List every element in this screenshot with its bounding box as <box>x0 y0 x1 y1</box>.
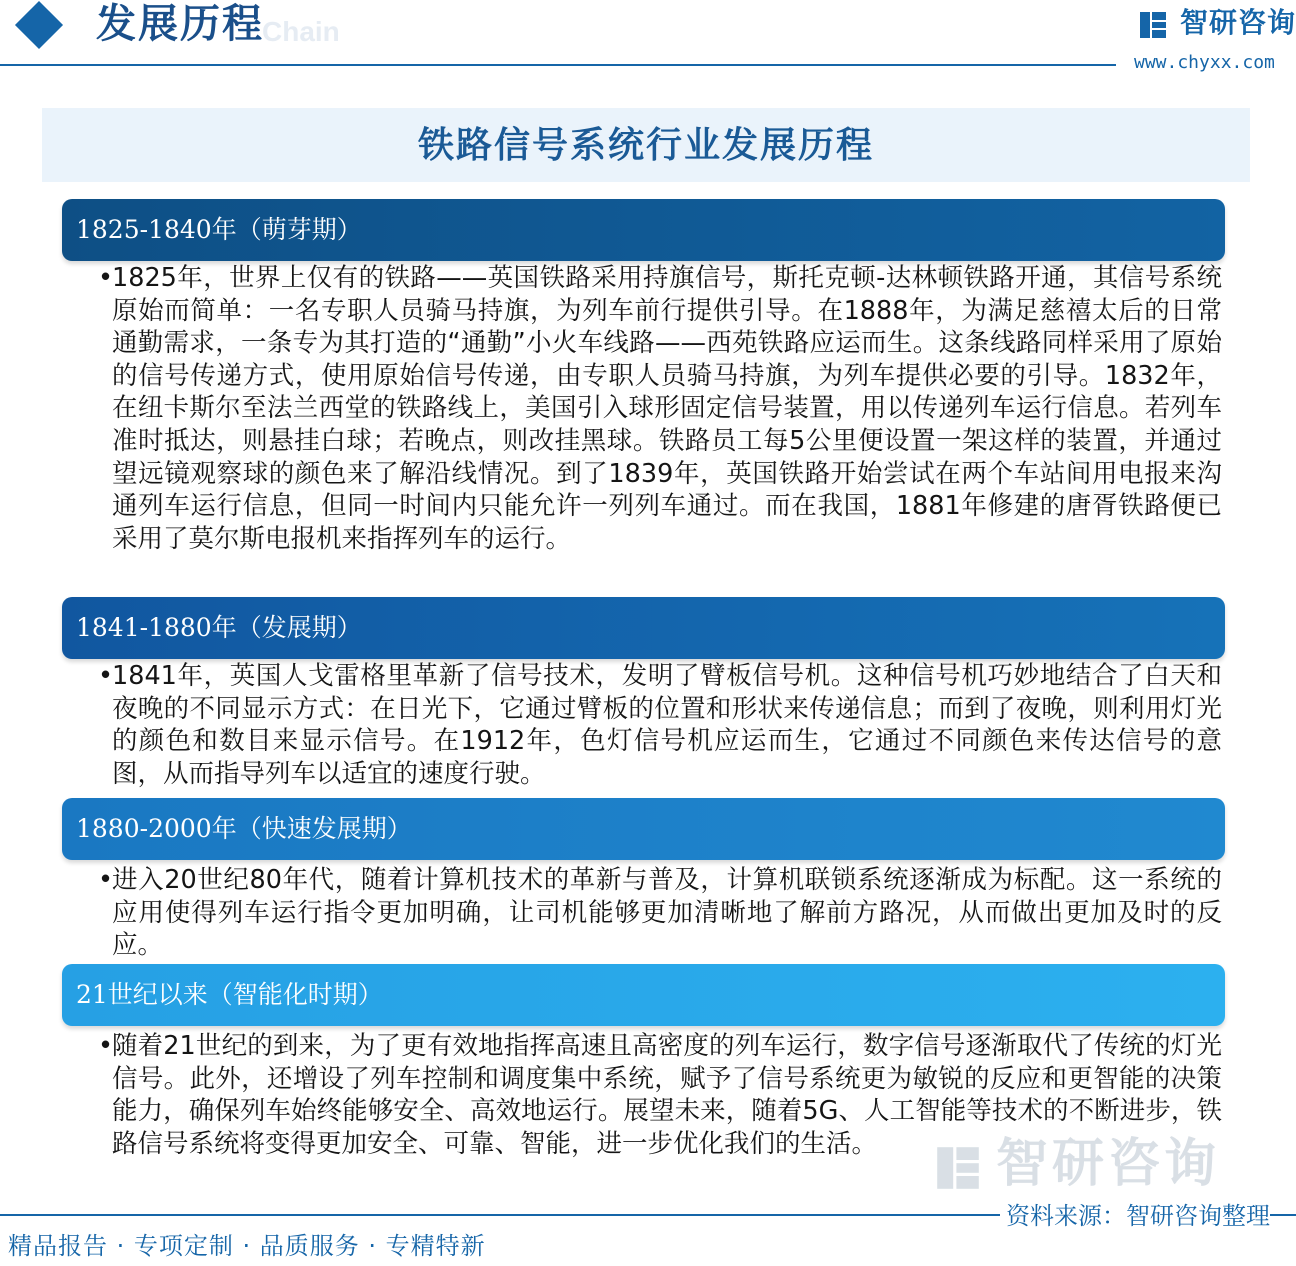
period-paragraph-2 <box>98 660 1222 790</box>
period-paragraph-3 <box>98 864 1222 962</box>
main-title-bar <box>42 108 1250 182</box>
footer-slogan: 精品报告 · 专项定制 · 品质服务 · 专精特新 <box>8 1232 486 1260</box>
period-header-2 <box>62 597 1225 659</box>
period-text: 进入20世纪80年代，随着计算机技术的革新与普及，计算机联锁系统逐渐成为标配。这一系统的应用使得列车运行指令更加明确，让司机能够更加清晰地了解前方路况，从而做出更加及时的反应。 <box>112 865 1222 961</box>
watermark: 智研咨询 <box>996 1134 1221 1194</box>
period-header-4 <box>62 964 1225 1026</box>
header-ghost-text: Chain <box>262 16 340 47</box>
watermark-logo-icon <box>934 1144 982 1192</box>
header-divider <box>0 64 1116 66</box>
bullet-icon: • <box>98 661 114 691</box>
period-label: 1825-1840年（萌芽期） <box>76 215 362 244</box>
main-title: 铁路信号系统行业发展历程 <box>417 124 874 166</box>
period-text: 1841年，英国人戈雷格里革新了信号技术，发明了臂板信号机。这种信号机巧妙地结合了白天和夜晚的不同显示方式：在日光下，它通过臂板的位置和形状来传递信息；而到了夜晚，则利用灯光的颜色和数目来显示信号。在1912年，色灯信号机应运而生，它通过不同颜色来传达信号的意图，从而指导列车以适宜的速度行驶。 <box>112 661 1222 789</box>
source-note: 资料来源：智研咨询整理 <box>1000 1200 1270 1232</box>
period-label: 21世纪以来（智能化时期） <box>76 980 383 1009</box>
header-diamond-icon <box>15 1 63 49</box>
bullet-icon: • <box>98 1031 114 1061</box>
period-header-1 <box>62 199 1225 261</box>
period-header-3 <box>62 798 1225 860</box>
period-text: 随着21世纪的到来，为了更有效地指挥高速且高密度的列车运行，数字信号逐渐取代了传统的灯光信号。此外，还增设了列车控制和调度集中系统，赋予了信号系统更为敏锐的反应和更智能的决策能力，确保列车始终能够安全、高效地运行。展望未来，随着5G、人工智能等技术的不断进步，铁路信号系统将变得更加安全、可靠、智能，进一步优化我们的生活。 <box>112 1031 1222 1159</box>
period-label: 1841-1880年（发展期） <box>76 613 362 642</box>
brand-logo-icon <box>1138 10 1168 40</box>
bullet-icon: • <box>98 263 114 293</box>
brand-name: 智研咨询 <box>1180 6 1296 39</box>
bullet-icon: • <box>98 865 114 895</box>
period-label: 1880-2000年（快速发展期） <box>76 814 412 843</box>
section-title: 发展历程 <box>96 0 264 47</box>
brand-url[interactable]: www.chyxx.com <box>1134 52 1275 73</box>
period-text: 1825年，世界上仅有的铁路——英国铁路采用持旗信号，斯托克顿-达林顿铁路开通，其信号系统原始而简单：一名专职人员骑马持旗，为列车前行提供引导。在1888年，为满足慈禧太后的日常通勤需求，一条专为其打造的“通勤”小火车线路——西苑铁路应运而生。这条线路同样采用了原始的信号传递方式，使用原始信号传递，由专职人员骑马持旗，为列车提供必要的引导。1832年，在纽卡斯尔至法兰西堂的铁路线上，美国引入球形固定信号装置，用以传递列车运行信息。若列车准时抵达，则悬挂白球；若晚点，则改挂黑球。铁路员工每5公里便设置一架这样的装置，并通过望远镜观察球的颜色来了解沿线情况。到了1839年，英国铁路开始尝试在两个车站间用电报来沟通列车运行信息，但同一时间内只能允许一列列车通过。而在我国，1881年修建的唐胥铁路便已采用了莫尔斯电报机来指挥列车的运行。 <box>112 263 1222 554</box>
period-paragraph-1 <box>98 262 1222 555</box>
